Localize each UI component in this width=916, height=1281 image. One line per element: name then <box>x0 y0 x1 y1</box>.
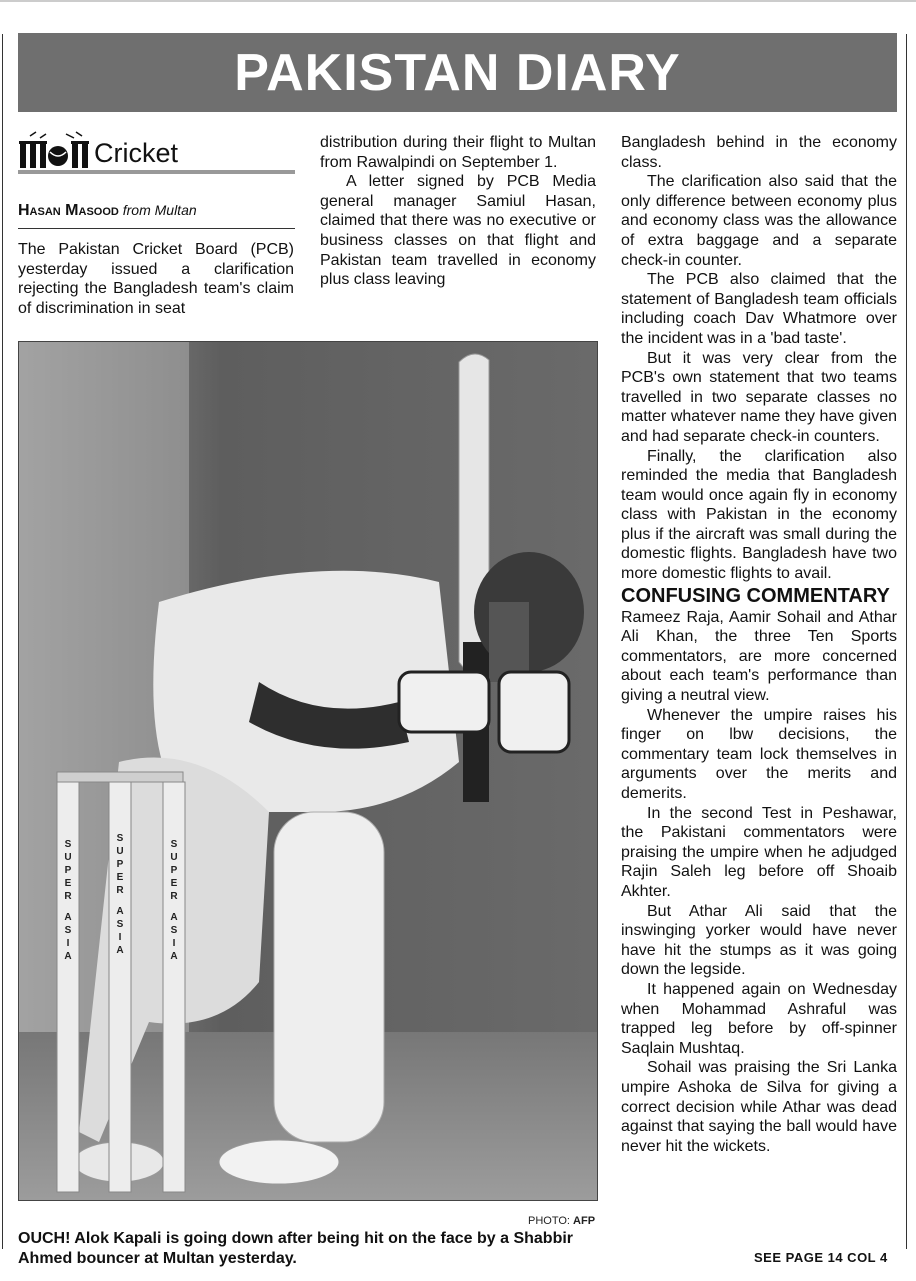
paragraph: Whenever the umpire raises his finger on lbw decisions, the commentary team lock themselves in arguments over the merits and demerits. <box>621 706 897 802</box>
stump-middle-sponsor: S U P E R A S I A <box>116 833 124 956</box>
dateline: from Multan <box>122 202 197 218</box>
paragraph: But Athar Ali said that the inswinging yorker would have never have hit the stumps as it was going down the legside. <box>621 902 897 979</box>
cricket-stumps-ball-icon <box>18 130 92 170</box>
paragraph: A letter signed by PCB Media general manager Samiul Hasan, claimed that there was no executive or business classes on that flight and Pakistan team travelled in economy plus class leaving <box>320 173 596 289</box>
continuation-jump: SEE PAGE 14 COL 4 <box>754 1250 888 1265</box>
article-column-2 <box>320 133 596 290</box>
page-top-border <box>0 0 916 2</box>
author-name: Hasan Masood <box>18 202 119 219</box>
photo-credit <box>528 1215 595 1227</box>
batsman-photo <box>19 342 597 1200</box>
paragraph: The Pakistan Cricket Board (PCB) yesterday issued a clarification rejecting the Bangladesh team's claim of discrimination in seat <box>18 241 294 317</box>
byline <box>18 202 295 220</box>
article-column-1 <box>18 240 294 318</box>
paragraph: distribution during their flight to Multan from Rawalpindi on September 1. <box>320 134 596 171</box>
section-logo <box>18 130 295 174</box>
right-margin-rule <box>906 34 907 1249</box>
paragraph: The clarification also said that the only difference between economy plus and economy class was the allowance of extra baggage and a separate check-in counter. <box>621 173 897 269</box>
photo-caption: OUCH! Alok Kapali is going down after being hit on the face by a Shabbir Ahmed bouncer at Multan yesterday. <box>18 1230 574 1267</box>
page-title: PAKISTAN DIARY <box>234 43 681 102</box>
paragraph: Rameez Raja, Aamir Sohail and Athar Ali Khan, the three Ten Sports commentators, are more concerned about each team's performance than giving a neutral view. <box>621 608 897 705</box>
paragraph: Finally, the clarification also reminded the media that Bangladesh team would once again fly in economy class with Pakistan in the economy plus if the aircraft was small during the domestic flights. Bangladesh have two more domestic flights to avail. <box>621 447 897 583</box>
article-column-3 <box>621 133 897 1156</box>
byline-rule <box>18 228 295 229</box>
section-underline <box>18 170 295 174</box>
paragraph: But it was very clear from the PCB's own statement that two teams travelled in two separate classes no matter whatever name they have given and had separate check-in counters. <box>621 349 897 445</box>
paragraph: Sohail was praising the Sri Lanka umpire Ashoka de Silva for giving a correct decision while Athar was dead against that saying the ball would have never hit the wickets. <box>621 1059 897 1155</box>
stump-right-sponsor: S U P E R A S I A <box>170 839 178 962</box>
subheading: CONFUSING COMMENTARY <box>621 584 890 607</box>
diary-banner <box>18 33 897 112</box>
section-label: Cricket <box>94 138 179 168</box>
photo-credit-source: AFP <box>573 1215 596 1227</box>
paragraph: The PCB also claimed that the statement of Bangladesh team officials including coach Dav Whatmore over the incident was in a 'bad taste'. <box>621 271 897 347</box>
left-margin-rule <box>2 34 3 1249</box>
photo-credit-label: PHOTO: <box>528 1215 570 1227</box>
stump-left-sponsor: S U P E R A S I A <box>64 839 72 962</box>
news-photo <box>18 341 598 1201</box>
paragraph: Bangladesh behind in the economy class. <box>621 134 897 171</box>
paragraph: In the second Test in Peshawar, the Pakistani commentators were praising the umpire when he adjudged Rajin Saleh leg before off Shoaib Akhter. <box>621 804 897 900</box>
paragraph: It happened again on Wednesday when Mohammad Ashraful was trapped leg before by off-spinner Saqlain Mushtaq. <box>621 980 897 1057</box>
